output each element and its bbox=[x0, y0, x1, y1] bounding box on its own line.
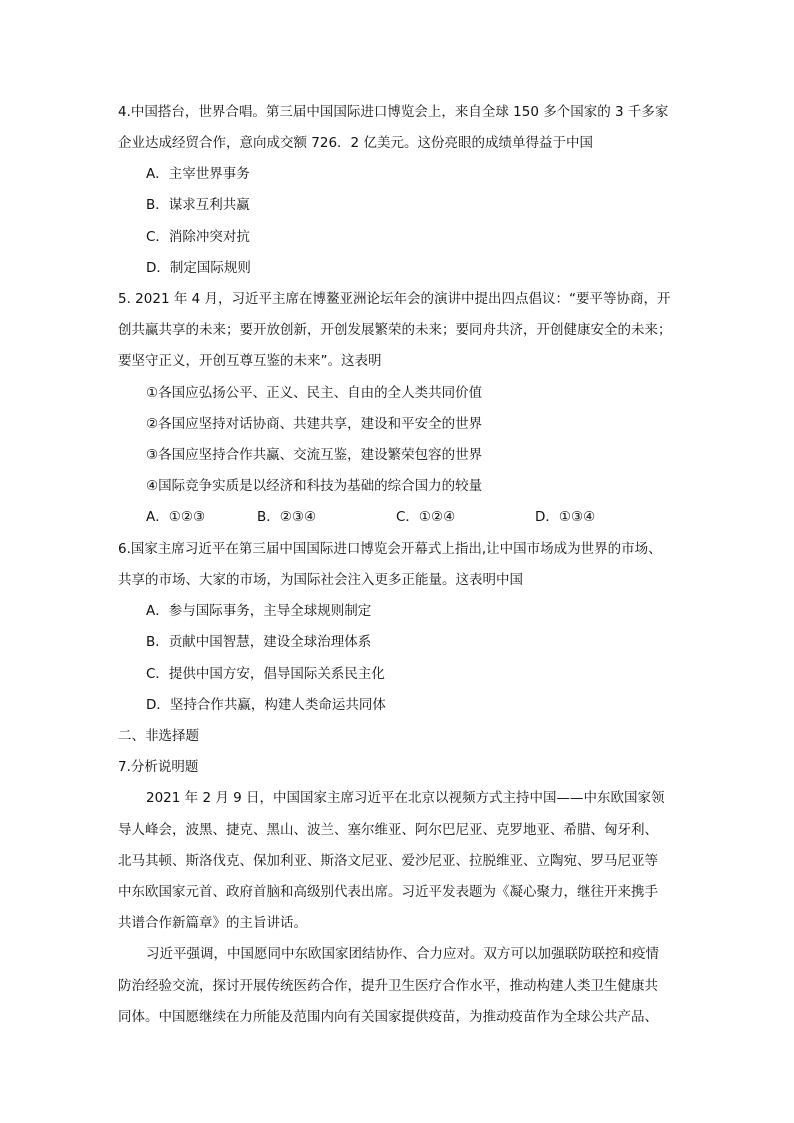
q5-stem-line-1: 5. 2021 年 4 月，习近平主席在博鳌亚洲论坛年会的演讲中提出四点倡议：“要平等协商，开 bbox=[118, 291, 671, 307]
q5-choice-a: A．①②③ bbox=[146, 509, 206, 525]
q4-option-a: A．主宰世界事务 bbox=[146, 166, 250, 182]
q7-para2-line-1: 习近平强调，中国愿同中东欧国家团结协作、合力应对。双方可以加强联防联控和疫情 bbox=[146, 946, 659, 962]
q7-para1-line-1: 2021 年 2 月 9 日，中国国家主席习近平在北京以视频方式主持中国——中东欧国家领 bbox=[146, 790, 665, 806]
q7-para1-line-3: 北马其顿、斯洛伐克、保加利亚、斯洛文尼亚、爱沙尼亚、拉脱维亚、立陶宛、罗马尼亚等 bbox=[118, 853, 658, 869]
q5-statement-2: ②各国应坚持对话协商、共建共享，建设和平安全的世界 bbox=[146, 416, 483, 432]
q5-statement-4: ④国际竞争实质是以经济和科技为基础的综合国力的较量 bbox=[146, 478, 483, 494]
q7-para1-line-2: 导人峰会，波黑、捷克、黑山、波兰、塞尔维亚、阿尔巴尼亚、克罗地亚、希腊、匈牙利、 bbox=[118, 822, 658, 838]
q6-option-b: B．贡献中国智慧，建设全球治理体系 bbox=[146, 634, 372, 650]
q5-choice-c: C．①②④ bbox=[396, 509, 456, 525]
q7-para2-line-2: 防治经验交流，探讨开展传统医药合作，提升卫生医疗合作水平，推动构建人类卫生健康共 bbox=[118, 978, 658, 994]
q7-label: 7.分析说明题 bbox=[118, 759, 199, 775]
q5-choice-b: B．②③④ bbox=[257, 509, 317, 525]
q4-stem-line-1: 4.中国搭台，世界合唱。第三届中国国际进口博览会上，来自全球 150 多个国家的 3 千多家 bbox=[118, 104, 669, 120]
q4-option-b: B．谋求互利共赢 bbox=[146, 197, 250, 213]
q6-stem-line-2: 共享的市场、大家的市场，为国际社会注入更多正能量。这表明中国 bbox=[118, 572, 523, 588]
q4-option-c: C．消除冲突对抗 bbox=[146, 229, 250, 245]
q6-option-a: A．参与国际事务，主导全球规则制定 bbox=[146, 603, 372, 619]
q5-stem-line-2: 创共赢共享的未来；要开放创新，开创发展繁荣的未来；要同舟共济，开创健康安全的未来； bbox=[118, 322, 672, 338]
q7-para2-line-3: 同体。中国愿继续在力所能及范围内向有关国家提供疫苗，为推动疫苗作为全球公共产品、 bbox=[118, 1009, 658, 1025]
q5-choice-d: D．①③④ bbox=[535, 509, 596, 525]
q4-option-d: D．制定国际规则 bbox=[146, 260, 251, 276]
q5-statement-1: ①各国应弘扬公平、正义、民主、自由的全人类共同价值 bbox=[146, 385, 483, 401]
q7-para1-line-4: 中东欧国家元首、政府首脑和高级别代表出席。习近平发表题为《凝心聚力，继往开来携手 bbox=[118, 884, 658, 900]
q6-option-d: D．坚持合作共赢，构建人类命运共同体 bbox=[146, 697, 386, 713]
q6-option-c: C．提供中国方安，倡导国际关系民主化 bbox=[146, 666, 385, 682]
q5-stem-line-3: 要坚守正义，开创互尊互鉴的未来”。这表明 bbox=[118, 353, 382, 369]
q6-stem-line-1: 6.国家主席习近平在第三届中国国际进口博览会开幕式上指出,让中国市场成为世界的市场、 bbox=[118, 541, 662, 557]
q7-para1-line-5: 共谱合作新篇章》的主旨讲话。 bbox=[118, 915, 307, 931]
section-heading: 二、非选择题 bbox=[118, 728, 199, 744]
q4-stem-line-2: 企业达成经贸合作，意向成交额 726．2 亿美元。这份亮眼的成绩单得益于中国 bbox=[118, 135, 593, 151]
q5-statement-3: ③各国应坚持合作共赢、交流互鉴，建设繁荣包容的世界 bbox=[146, 447, 483, 463]
